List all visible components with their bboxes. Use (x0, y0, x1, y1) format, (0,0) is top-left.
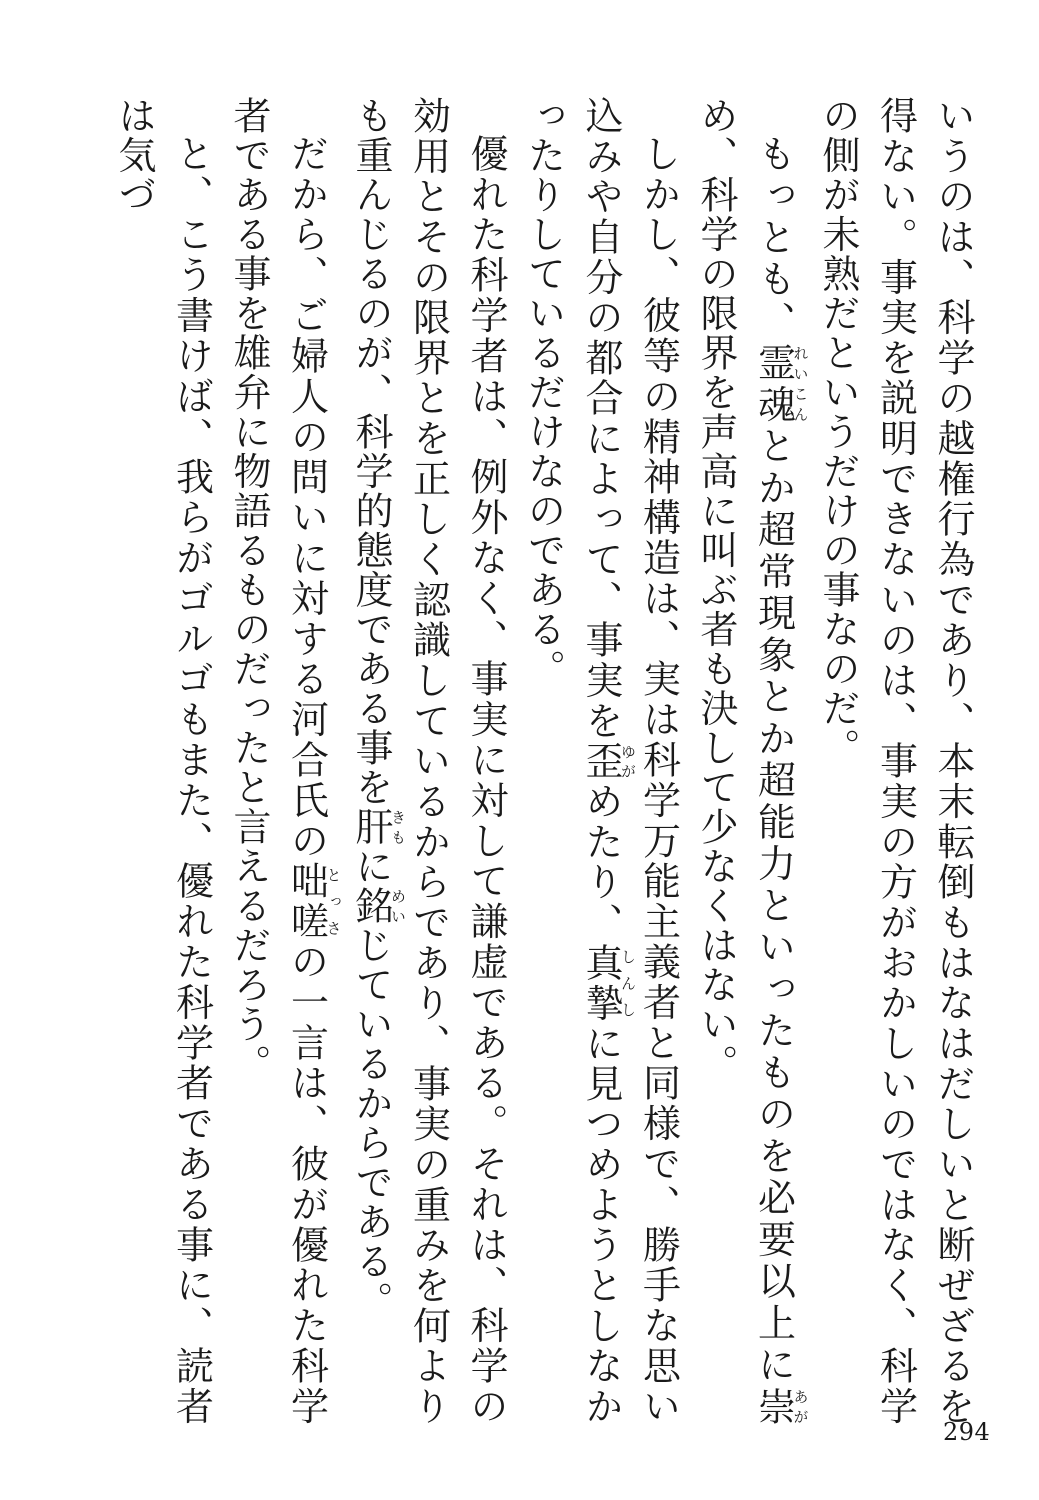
ruby-annotation (751, 1386, 810, 1427)
ruby-reading: ゆが (619, 741, 637, 781)
ruby-base: 咄嗟 (284, 861, 329, 943)
text-run: めたり、 (579, 781, 623, 943)
ruby-annotation (579, 741, 637, 782)
paragraph (687, 96, 809, 1426)
ruby-annotation (349, 886, 407, 926)
ruby-base: 歪 (579, 741, 623, 782)
ruby-annotation (349, 807, 407, 847)
text-run: の一言は、彼が優れた科学者である事を雄弁に物語るものだったと言えるだろう。 (227, 96, 329, 1427)
text-run: だから、ご婦人の問いに対する河合氏の (284, 134, 329, 862)
ruby-reading: あが (791, 1386, 810, 1426)
ruby-annotation (579, 942, 637, 1024)
text-run: もっとも、 (751, 134, 796, 343)
paragraph (220, 96, 342, 1426)
text-run: と、こう書けば、我らがゴルゴもまた、優れた科学者である事に、読者は気づ (112, 96, 214, 1426)
ruby-reading: きも (389, 807, 407, 847)
ruby-reading: れいこん (791, 342, 810, 424)
ruby-reading: しんし (619, 942, 637, 1023)
paragraph (105, 96, 220, 1426)
paragraph (514, 96, 687, 1426)
text-run: に (349, 846, 393, 886)
ruby-base: 銘 (349, 886, 393, 926)
ruby-reading: めい (389, 886, 407, 926)
text-run: 優れた科学者は、例外なく、事実に対して謙虚である。それは、科学の効用とその限界とを正しく認識しているからであり、事実の重みを何よりも重んじるのが、科学的態度である事を (349, 96, 508, 1426)
ruby-reading: とっさ (324, 861, 343, 942)
text-run: いうのは、科学の越権行為であり、本末転倒もはなはだしいと断ぜざるを得ない。事実を説明できないのは、事実の方がおかしいのではなく、科学の側が未熟だというだけの事なのだ。 (816, 96, 975, 1426)
text-run: に見つめようとしなかったりしているだけなのである。 (521, 96, 623, 1426)
ruby-base: 霊魂 (751, 342, 796, 427)
ruby-base: 崇 (751, 1386, 796, 1426)
paragraph (809, 96, 982, 1426)
text-run: じているからである。 (349, 925, 393, 1321)
text-run: とか超常現象とか超能力といったものを必要以上に (751, 426, 796, 1387)
ruby-base: 肝 (349, 807, 393, 847)
text-run: しかし、彼等の精神構造は、実は科学万能主義者と同様で、勝手な思い込みや自分の都合によって、事実を (579, 96, 681, 1426)
ruby-annotation (751, 342, 810, 427)
ruby-annotation (284, 861, 343, 943)
text-run: め、科学の限界を声高に叫ぶ者も決して少なくはない。 (694, 96, 738, 1084)
ruby-base: 真摯 (579, 942, 623, 1024)
page-number: 294 (943, 1418, 991, 1446)
paragraph (342, 96, 515, 1426)
body-text (105, 96, 982, 1426)
